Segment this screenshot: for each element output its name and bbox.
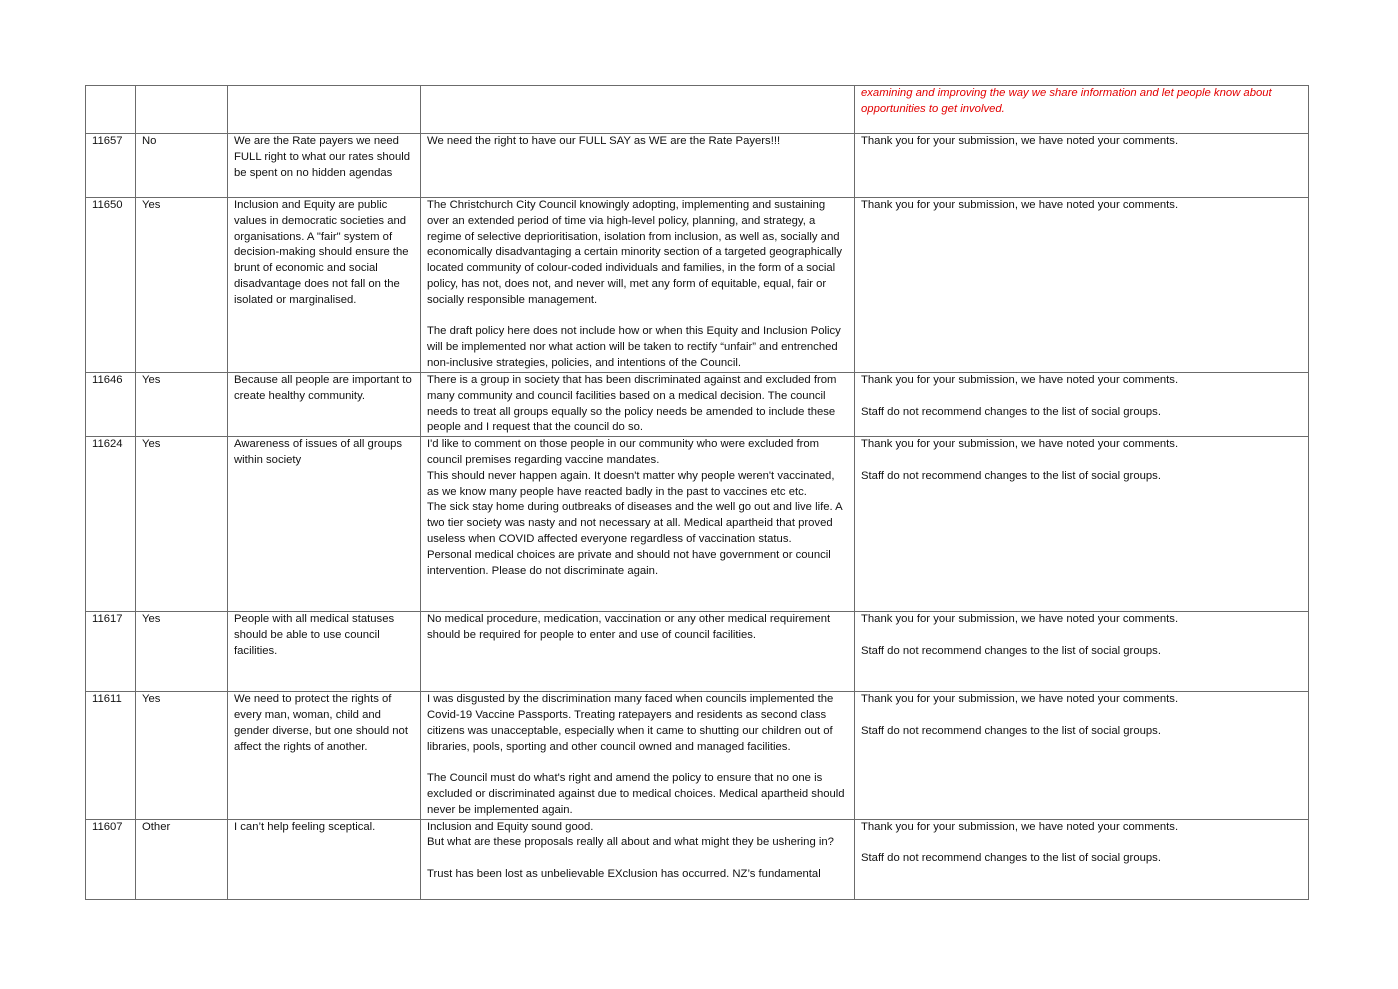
- submissions-table: [85, 85, 1309, 900]
- comment-paragraph: No medical procedure, medication, vaccination or any other medical requirement should be required for people to enter and use of council facilities.: [427, 613, 831, 641]
- response-paragraph: Thank you for your submission, we have noted your comments.: [861, 693, 1179, 706]
- support-value: Yes: [136, 373, 228, 437]
- comment-paragraph: Inclusion and Equity sound good. But what are these proposals really all about and what might they be ushering in?: [427, 820, 834, 849]
- response-paragraph: Thank you for your submission, we have noted your comments.: [861, 199, 1179, 211]
- submission-id: 11624: [86, 437, 136, 612]
- comment-text: [421, 692, 855, 819]
- comment-text: [421, 612, 855, 692]
- response-continued-text: examining and improving the way we share information and let people know about opportunities to get involved.: [861, 87, 1272, 115]
- comment-paragraph: I'd like to comment on those people in our community who were excluded from council premises regarding vaccine mandates. This should never happen again. It doesn't matter why people weren't vaccinated, as we know many people have reacted badly in the past to vaccines etc etc. The sick stay home during outbreaks of diseases and the well go out and live life. A two tier society was nasty and not necessary at all. Medical apartheid that proved useless when COVID affected everyone regardless of vaccination status. Personal medical choices are private and should not have government or council intervention. Please do not discriminate again.: [427, 438, 843, 577]
- reason-text: We need to protect the rights of every man, woman, child and gender diverse, but one should not affect the rights of another.: [228, 692, 421, 819]
- support-value: Yes: [136, 198, 228, 373]
- comment-text: [421, 373, 855, 437]
- response-text: [855, 819, 1309, 899]
- table-row: [86, 198, 1309, 373]
- reason-text: I can’t help feeling sceptical.: [228, 819, 421, 899]
- response-paragraph: Thank you for your submission, we have noted your comments.: [861, 135, 1179, 147]
- comment-paragraph: There is a group in society that has been discriminated against and excluded from many community and council facilities based on a medical decision. The council needs to treat all groups equally so the policy needs be amended to include these people and I request that the council do so.: [427, 374, 837, 434]
- support-value: Yes: [136, 692, 228, 819]
- response-text: [855, 373, 1309, 437]
- response-text: [855, 692, 1309, 819]
- response-paragraph: Thank you for your submission, we have noted your comments.: [861, 820, 1179, 833]
- support-value: Yes: [136, 612, 228, 692]
- response-paragraph: Staff do not recommend changes to the list of social groups.: [861, 405, 1161, 418]
- reason-text: Awareness of issues of all groups within society: [228, 437, 421, 612]
- comment-paragraph: We need the right to have our FULL SAY as WE are the Rate Payers!!!: [427, 135, 781, 147]
- support-value: No: [136, 134, 228, 198]
- submission-id: 11650: [86, 198, 136, 373]
- response-paragraph: Staff do not recommend changes to the list of social groups.: [861, 644, 1161, 657]
- comment-paragraph: I was disgusted by the discrimination many faced when councils implemented the Covid-19 Vaccine Passports. Treating ratepayers and residents as second class citizens was unacceptable, especially when it came to shutting our children out of libraries, pools, sporting and other council owned and managed facilities.: [427, 693, 834, 753]
- reason-text: Because all people are important to create healthy community.: [228, 373, 421, 437]
- response-paragraph: Thank you for your submission, we have noted your comments.: [861, 374, 1179, 386]
- support-value: Yes: [136, 437, 228, 612]
- reason-text: [228, 86, 421, 134]
- comment-text: [421, 819, 855, 899]
- table-row: [86, 437, 1309, 612]
- response-text: [855, 134, 1309, 198]
- support-value: [136, 86, 228, 134]
- response-text: [855, 198, 1309, 373]
- response-paragraph: Staff do not recommend changes to the list of social groups.: [861, 724, 1161, 737]
- comment-paragraph: The Christchurch City Council knowingly adopting, implementing and sustaining over an extended period of time via high-level policy, planning, and strategy, a regime of selective deprioritisation, isolation from inclusion, as well as, socially and economically disadvantaging a certain minority section of a targeted geographically located community of colour-coded individuals and families, in the form of a social policy, has not, does not, and never will, met any form of equitable, equal, fair or socially responsible management.: [427, 199, 843, 306]
- response-paragraph: Staff do not recommend changes to the list of social groups.: [861, 852, 1161, 865]
- reason-text: We are the Rate payers we need FULL right to what our rates should be spent on no hidden agendas: [228, 134, 421, 198]
- table-row: [86, 692, 1309, 819]
- comment-text: [421, 437, 855, 612]
- table-row: [86, 373, 1309, 437]
- submission-id: 11646: [86, 373, 136, 437]
- submission-id: [86, 86, 136, 134]
- comment-paragraph: Trust has been lost as unbelievable EXclusion has occurred. NZ’s fundamental: [427, 867, 821, 880]
- table-row: [86, 819, 1309, 899]
- comment-paragraph: The draft policy here does not include how or when this Equity and Inclusion Policy will be implemented nor what action will be taken to rectify “unfair” and entrenched non-inclusive strategies, policies, and intentions of the Council.: [427, 325, 841, 369]
- response-paragraph: Thank you for your submission, we have noted your comments.: [861, 438, 1179, 451]
- submission-id: 11607: [86, 819, 136, 899]
- support-value: Other: [136, 819, 228, 899]
- comment-paragraph: The Council must do what's right and amend the policy to ensure that no one is excluded or discriminated against due to medical choices. Medical apartheid should never be implemented again.: [427, 772, 845, 816]
- response-text: [855, 437, 1309, 612]
- response-text: [855, 86, 1309, 134]
- table-row: [86, 134, 1309, 198]
- comment-text: [421, 134, 855, 198]
- reason-text: Inclusion and Equity are public values in democratic societies and organisations. A "fair" system of decision-making should ensure the brunt of economic and social disadvantage does not fall on the isolated or marginalised.: [228, 198, 421, 373]
- comment-text: [421, 86, 855, 134]
- comment-text: [421, 198, 855, 373]
- submission-id: 11611: [86, 692, 136, 819]
- table-row: [86, 86, 1309, 134]
- response-text: [855, 612, 1309, 692]
- submission-id: 11657: [86, 134, 136, 198]
- submission-id: 11617: [86, 612, 136, 692]
- response-paragraph: Staff do not recommend changes to the list of social groups.: [861, 469, 1161, 482]
- table-row: [86, 612, 1309, 692]
- response-paragraph: Thank you for your submission, we have noted your comments.: [861, 613, 1179, 626]
- reason-text: People with all medical statuses should be able to use council facilities.: [228, 612, 421, 692]
